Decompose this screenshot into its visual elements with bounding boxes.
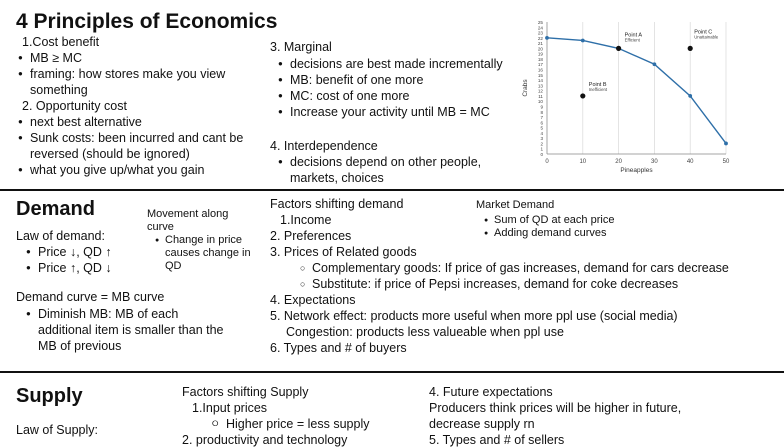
- y-tick-label: 21: [537, 41, 543, 47]
- list-item-continued: something: [30, 83, 88, 97]
- y-tick-label: 25: [537, 20, 543, 25]
- data-point: [581, 39, 585, 43]
- list-item: ● decisions depend on other people,: [290, 154, 481, 170]
- future-expectations-heading: 4. Future expectations: [429, 385, 553, 399]
- law-of-supply-label: Law of Supply:: [16, 423, 98, 437]
- list-item: ● MB: benefit of one more: [290, 72, 503, 88]
- factor-item: 2. Preferences: [270, 229, 352, 243]
- data-point: [545, 36, 549, 40]
- list-item: ● Sunk costs: been incurred and cant be: [30, 130, 243, 146]
- y-axis-label: Crabs: [522, 79, 529, 97]
- y-tick-label: 10: [537, 99, 543, 105]
- y-tick-label: 18: [537, 56, 543, 62]
- factor-item: 5. Types and # of sellers: [429, 433, 565, 447]
- y-tick-label: 19: [537, 51, 543, 57]
- factor-item: 1.Income: [280, 213, 332, 227]
- list-item: ● decisions are best made incrementally: [290, 56, 503, 72]
- y-tick-label: 22: [537, 35, 543, 41]
- y-tick-label: 1: [540, 146, 543, 152]
- factors-supply-heading: Factors shifting Supply: [182, 385, 309, 399]
- expectations-line: Producers think prices will be higher in future,: [429, 401, 682, 415]
- factor-item-continued: Congestion: products less valueable when ppl use: [286, 325, 564, 339]
- interdependence-section: [270, 138, 481, 186]
- y-tick-label: 0: [540, 152, 543, 157]
- list-item: ● Sum of QD at each price: [494, 214, 614, 227]
- x-tick-label: 0: [545, 159, 549, 165]
- list-item: ● MB ≥ MC: [30, 50, 243, 66]
- list-item: ● next best alternative: [30, 114, 243, 130]
- y-tick-label: 11: [538, 93, 543, 99]
- y-tick-label: 15: [537, 72, 543, 78]
- section-divider: [0, 189, 784, 191]
- x-axis-label: Pineapples: [620, 167, 653, 174]
- factor-item: 3. Prices of Related goods: [270, 245, 417, 259]
- x-tick-label: 20: [615, 159, 622, 165]
- factor-item: 4. Expectations: [270, 293, 356, 307]
- y-tick-label: 24: [537, 25, 543, 31]
- annotated-point: [688, 46, 693, 51]
- interdependence-heading: 4. Interdependence: [270, 139, 378, 153]
- data-point: [653, 62, 657, 66]
- x-tick-label: 40: [686, 159, 694, 165]
- annotated-point: [616, 46, 621, 51]
- market-demand: [476, 199, 614, 240]
- list-item: ○ Substitute: if price of Pepsi increases, demand for coke decreases: [312, 276, 729, 292]
- list-item-continued: causes change in: [165, 247, 251, 259]
- factor-item: 6. Types and # of buyers: [270, 341, 407, 355]
- list-item: ● framing: how stores make you view: [30, 66, 243, 82]
- expectations-line: decrease supply rn: [429, 417, 535, 431]
- y-tick-label: 9: [540, 104, 543, 110]
- list-item-continued: markets, choices: [290, 171, 384, 185]
- list-item: ⭘ Higher price = less supply: [226, 416, 369, 432]
- data-point: [688, 94, 692, 98]
- y-tick-label: 5: [540, 125, 543, 131]
- ppf-chart: [515, 18, 735, 180]
- list-item: ● MC: cost of one more: [290, 88, 503, 104]
- cost-benefit-heading: 1.Cost benefit: [22, 35, 100, 49]
- section-divider: [0, 371, 784, 373]
- marginal-section: [270, 39, 503, 120]
- series-line: [547, 38, 726, 144]
- list-item: ○ Complementary goods: If price of gas increases, demand for cars decrease: [312, 260, 729, 276]
- supply-heading: Supply: [16, 385, 83, 407]
- point-label: Point B: [588, 81, 607, 88]
- point-sublabel: Inefficient: [588, 86, 608, 92]
- y-tick-label: 3: [540, 136, 543, 142]
- opportunity-cost-heading: 2. Opportunity cost: [22, 99, 127, 113]
- y-tick-label: 23: [537, 30, 543, 36]
- page-title: 4 Principles of Economics: [16, 10, 278, 33]
- list-item: ● Price ↑, QD ↓: [38, 260, 112, 276]
- x-tick-label: 30: [651, 159, 658, 165]
- list-item-continued: reversed (should be ignored): [30, 147, 190, 161]
- list-item-continued: MB of previous: [38, 339, 122, 353]
- annotated-point: [580, 93, 585, 98]
- point-sublabel: Unattainable: [694, 34, 719, 40]
- point-label: Point C: [694, 29, 713, 36]
- point-sublabel: Efficient: [624, 37, 640, 43]
- movement-heading: Movement along: [147, 208, 229, 220]
- y-tick-label: 13: [537, 83, 543, 89]
- y-tick-label: 16: [537, 67, 543, 73]
- demand-curve-label: Demand curve = MB curve: [16, 290, 165, 304]
- law-of-demand-label: Law of demand:: [16, 229, 105, 243]
- x-tick-label: 10: [579, 159, 587, 165]
- list-item: ● Increase your activity until MB = MC: [290, 104, 503, 120]
- list-item: ● what you give up/what you gain: [30, 162, 243, 178]
- demand-heading: Demand: [16, 198, 95, 220]
- y-tick-label: 8: [540, 109, 543, 115]
- data-point: [724, 142, 728, 146]
- list-item-continued: QD: [165, 260, 182, 272]
- y-tick-label: 17: [537, 62, 543, 68]
- x-tick-label: 50: [722, 159, 730, 165]
- movement-along-curve: [147, 208, 251, 273]
- factor-item: 5. Network effect: products more useful when more ppl use (social media): [270, 309, 678, 323]
- factors-shifting-supply: [182, 384, 369, 448]
- point-label: Point A: [624, 32, 643, 39]
- list-item: ● Diminish MB: MB of each: [38, 306, 224, 322]
- list-item: ● Adding demand curves: [494, 227, 614, 240]
- movement-heading-continued: curve: [147, 221, 174, 233]
- y-tick-label: 20: [537, 46, 543, 52]
- factor-item: 2. productivity and technology: [182, 433, 348, 447]
- marginal-heading: 3. Marginal: [270, 40, 332, 54]
- y-tick-label: 6: [540, 120, 543, 126]
- factor-item: 1.Input prices: [192, 401, 268, 415]
- y-tick-label: 4: [540, 130, 543, 136]
- cost-benefit-section: [16, 34, 243, 178]
- y-tick-label: 12: [537, 88, 543, 94]
- y-tick-label: 7: [540, 115, 543, 121]
- market-demand-heading: Market Demand: [476, 199, 555, 211]
- list-item: ● Change in price: [165, 234, 251, 247]
- y-tick-label: 2: [540, 141, 543, 147]
- future-expectations: [429, 384, 681, 448]
- factors-demand-heading: Factors shifting demand: [270, 197, 404, 211]
- y-tick-label: 14: [537, 78, 543, 84]
- list-item-continued: additional item is smaller than the: [38, 323, 224, 337]
- list-item: ● Price ↓, QD ↑: [38, 244, 112, 260]
